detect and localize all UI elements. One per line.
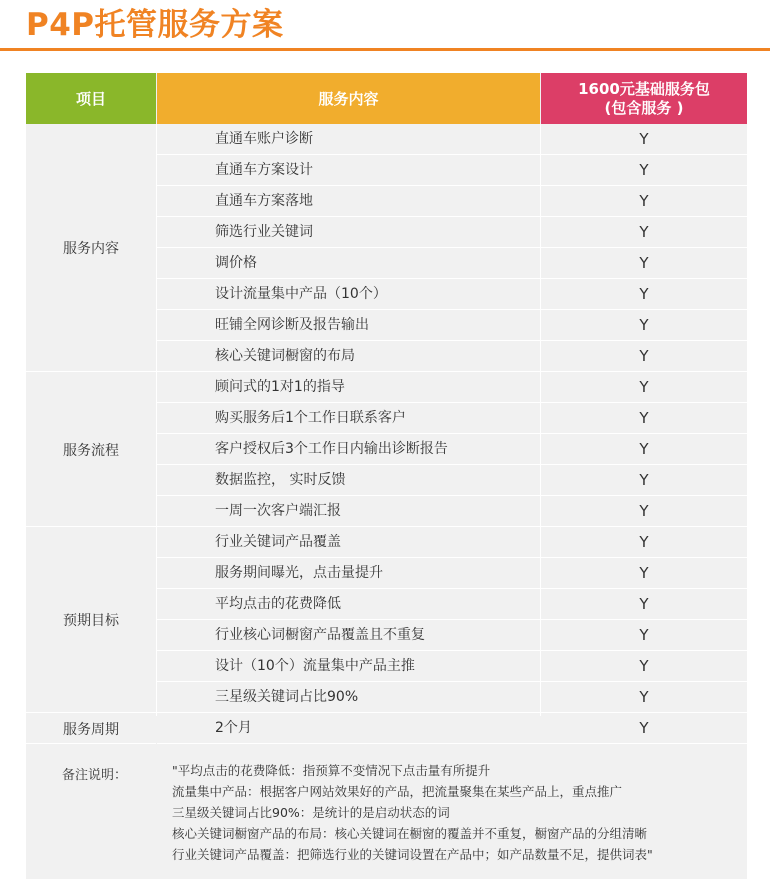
service-cell: 服务期间曝光，点击量提升 xyxy=(215,565,383,581)
service-cell: 客户授权后3个工作日内输出诊断报告 xyxy=(215,441,448,457)
service-cell: 三星级关键词占比90% xyxy=(215,689,359,705)
table-row xyxy=(157,434,747,465)
group-label: 预期目标 xyxy=(63,613,119,629)
page-title: P4P托管服务方案 xyxy=(26,7,284,43)
table-row xyxy=(157,465,747,496)
included-mark: Y xyxy=(639,719,649,737)
service-cell: 数据监控， 实时反馈 xyxy=(215,472,346,488)
included-mark: Y xyxy=(639,285,649,303)
service-cell: 直通车方案落地 xyxy=(215,193,313,209)
included-mark: Y xyxy=(639,564,649,582)
group-label: 服务内容 xyxy=(63,241,119,257)
service-cell: 调价格 xyxy=(215,255,257,271)
header-package xyxy=(541,73,747,124)
table-row xyxy=(157,155,747,186)
table-row xyxy=(157,589,747,620)
table-row xyxy=(157,403,747,434)
table-row xyxy=(157,558,747,589)
header-package-line1: 1600元基础服务包 xyxy=(578,79,710,98)
included-mark: Y xyxy=(639,409,649,427)
title-underline xyxy=(0,48,770,51)
included-mark: Y xyxy=(639,440,649,458)
included-mark: Y xyxy=(639,657,649,675)
service-cell: 筛选行业关键词 xyxy=(215,224,313,240)
header-service: 服务内容 xyxy=(157,73,540,124)
table-row xyxy=(157,372,747,403)
included-mark: Y xyxy=(639,378,649,396)
included-mark: Y xyxy=(639,595,649,613)
included-mark: Y xyxy=(639,130,649,148)
service-cell: 2个月 xyxy=(215,720,252,736)
table-row xyxy=(157,310,747,341)
included-mark: Y xyxy=(639,316,649,334)
service-table xyxy=(26,73,747,879)
table-row xyxy=(157,124,747,155)
service-cell: 旺铺全网诊断及报告输出 xyxy=(215,317,369,333)
table-row xyxy=(157,651,747,682)
included-mark: Y xyxy=(639,626,649,644)
note-line: 行业关键词产品覆盖：把筛选行业的关键词设置在产品中；如产品数量不足，提供词表" xyxy=(172,847,653,862)
included-mark: Y xyxy=(639,502,649,520)
table-row xyxy=(157,527,747,558)
service-cell: 直通车账户诊断 xyxy=(215,131,313,147)
included-mark: Y xyxy=(639,533,649,551)
included-mark: Y xyxy=(639,161,649,179)
table-row xyxy=(157,682,747,713)
table-row xyxy=(157,713,747,744)
included-mark: Y xyxy=(639,223,649,241)
service-cell: 直通车方案设计 xyxy=(215,162,313,178)
header-package-line2: (包含服务 ) xyxy=(604,98,684,117)
included-mark: Y xyxy=(639,471,649,489)
service-cell: 行业核心词橱窗产品覆盖且不重复 xyxy=(215,627,425,643)
table-row xyxy=(157,279,747,310)
table-row xyxy=(157,341,747,372)
service-cell: 核心关键词橱窗的布局 xyxy=(215,348,355,364)
service-cell: 平均点击的花费降低 xyxy=(215,596,341,612)
service-cell: 购买服务后1个工作日联系客户 xyxy=(215,410,406,426)
note-line: 流量集中产品：根据客户网站效果好的产品，把流量聚集在某些产品上，重点推广 xyxy=(172,784,623,799)
row-divider xyxy=(157,743,747,744)
included-mark: Y xyxy=(639,254,649,272)
included-mark: Y xyxy=(639,347,649,365)
service-cell: 行业关键词产品覆盖 xyxy=(215,534,341,550)
table-row xyxy=(157,217,747,248)
group-label: 服务周期 xyxy=(63,721,119,738)
service-cell: 设计流量集中产品（10个） xyxy=(215,286,387,302)
included-mark: Y xyxy=(639,192,649,210)
group-divider xyxy=(26,743,156,744)
note-line: "平均点击的花费降低：指预算不变情况下点击量有所提升 xyxy=(172,763,491,778)
table-row xyxy=(157,186,747,217)
notes-text xyxy=(172,760,653,865)
included-mark: Y xyxy=(639,688,649,706)
service-cell: 设计（10个）流量集中产品主推 xyxy=(215,658,415,674)
header-item: 项目 xyxy=(26,73,156,124)
notes-label: 备注说明： xyxy=(62,768,128,783)
service-cell: 一周一次客户端汇报 xyxy=(215,503,341,519)
note-line: 三星级关键词占比90%：是统计的是启动状态的词 xyxy=(172,805,450,820)
service-cell: 顾问式的1对1的指导 xyxy=(215,379,345,395)
group-label: 服务流程 xyxy=(63,442,119,459)
note-line: 核心关键词橱窗产品的布局：核心关键词在橱窗的覆盖并不重复，橱窗产品的分组清晰 xyxy=(172,826,648,841)
table-row xyxy=(157,248,747,279)
table-row xyxy=(157,620,747,651)
table-row xyxy=(157,496,747,527)
